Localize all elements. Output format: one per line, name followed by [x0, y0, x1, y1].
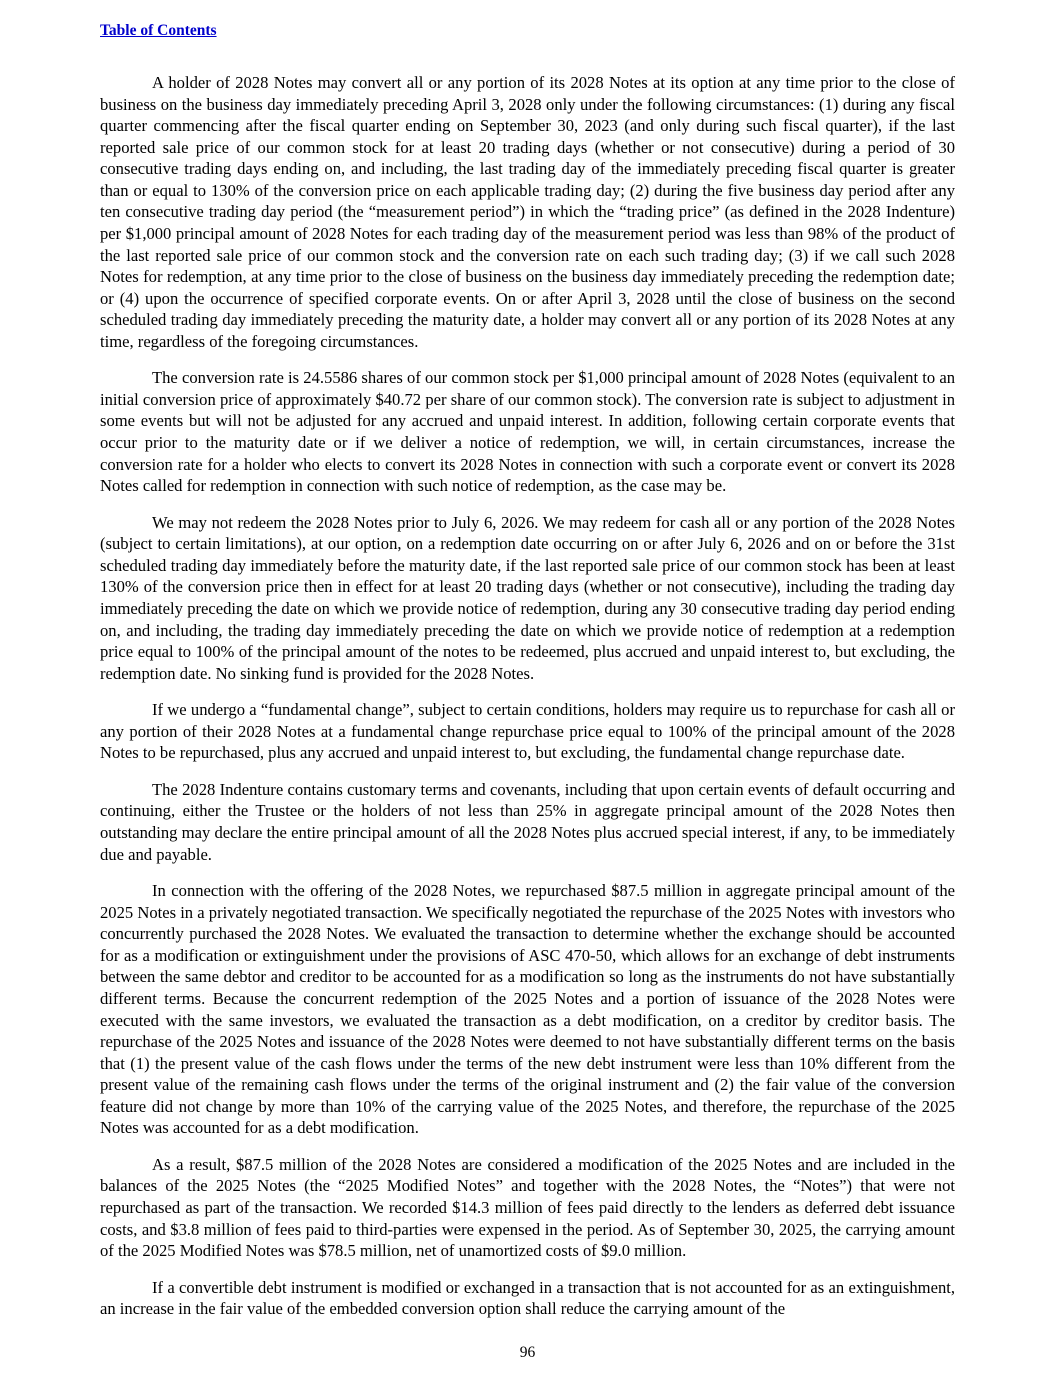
paragraph: In connection with the offering of the 2028 Notes, we repurchased $87.5 million in aggregate principal amount of the 2025 Notes in a privately negotiated transaction. We specifically negotiated the repurchase of the 2025 Notes with investors who concurrently purchased the 2028 Notes. We evaluated the transaction to determine whether the exchange should be accounted for as a modification or extinguishment under the provisions of ASC 470-50, which allows for an exchange of debt instruments between the same debtor and creditor to be accounted for as a modification so long as the instruments do not have substantially different terms. Because the concurrent redemption of the 2025 Notes and a portion of issuance of the 2028 Notes were executed with the same investors, we evaluated the transaction as a debt modification, on a creditor by creditor basis. The repurchase of the 2025 Notes and issuance of the 2028 Notes were deemed to not have substantially different terms on the basis that (1) the present value of the cash flows under the terms of the new debt instrument were less than 10% different from the present value of the remaining cash flows under the terms of the original instrument and (2) the fair value of the conversion feature did not change by more than 10% of the carrying value of the 2025 Notes, and therefore, the repurchase of the 2025 Notes was accounted for as a debt modification. [100, 881, 955, 1138]
paragraph: If a convertible debt instrument is modified or exchanged in a transaction that is not accounted for as an extinguishment, an increase in the fair value of the embedded conversion option shall reduce the carrying amount of the [100, 1277, 955, 1319]
paragraph: The 2028 Indenture contains customary terms and covenants, including that upon certain events of default occurring and continuing, either the Trustee or the holders of not less than 25% in aggregate principal amount of the 2028 Notes then outstanding may declare the entire principal amount of all the 2028 Notes plus accrued special interest, if any, to be immediately due and payable. [100, 779, 955, 864]
paragraph: We may not redeem the 2028 Notes prior to July 6, 2026. We may redeem for cash all or any portion of the 2028 Notes (subject to certain limitations), at our option, on a redemption date occurring on or after July 6, 2026 and on or before the 31st scheduled trading day immediately before the maturity date, if the last reported sale price of our common stock has been at least 130% of the conversion price then in effect for at least 20 trading days (whether or not consecutive), including the trading day immediately preceding the date on which we provide notice of redemption, during any 30 consecutive trading day period ending on, and including, the trading day immediately preceding the date on which we provide notice of redemption at a redemption price equal to 100% of the principal amount of the notes to be redeemed, plus accrued and unpaid interest to, but excluding, the redemption date. No sinking fund is provided for the 2028 Notes. [100, 512, 955, 683]
paragraph: As a result, $87.5 million of the 2028 Notes are considered a modification of the 2025 Notes and are included in the balances of the 2025 Notes (the “2025 Modified Notes” and together with the 2028 Notes, the “Notes”) that were not repurchased as part of the transaction. We recorded $14.3 million of fees paid directly to the lenders as deferred debt issuance costs, and $3.8 million of fees paid to third-parties were expensed in the period. As of September 30, 2025, the carrying amount of the 2025 Modified Notes was $78.5 million, net of unamortized costs of $9.0 million. [100, 1154, 955, 1261]
paragraph: The conversion rate is 24.5586 shares of our common stock per $1,000 principal amount of 2028 Notes (equivalent to an initial conversion price of approximately $40.72 per share of our common stock). The conversion rate is subject to adjustment in some events but will not be adjusted for any accrued and unpaid interest. In addition, following certain corporate events that occur prior to the maturity date or if we deliver a notice of redemption, we will, in certain circumstances, increase the conversion rate for a holder who elects to convert its 2028 Notes in connection with such a corporate event or convert its 2028 Notes called for redemption in connection with such notice of redemption, as the case may be. [100, 368, 955, 496]
paragraph: A holder of 2028 Notes may convert all or any portion of its 2028 Notes at its option at any time prior to the close of business on the business day immediately preceding April 3, 2028 only under the following circumstances: (1) during any fiscal quarter commencing after the fiscal quarter ending on September 30, 2023 (and only during such fiscal quarter), if the last reported sale price of our common stock for at least 20 trading days (whether or not consecutive) during a period of 30 consecutive trading days ending on, and including, the last trading day of the immediately preceding fiscal quarter is greater than or equal to 130% of the conversion price on each applicable trading day; (2) during the five business day period after any ten consecutive trading day period (the “measurement period”) in which the “trading price” (as defined in the 2028 Indenture) per $1,000 principal amount of 2028 Notes for each trading day of the measurement period was less than 98% of the product of the last reported sale price of our common stock and the conversion rate on each such trading day; (3) if we call such 2028 Notes for redemption, at any time prior to the close of business on the business day immediately preceding the redemption date; or (4) upon the occurrence of specified corporate events. On or after April 3, 2028 until the close of business on the second scheduled trading day immediately preceding the maturity date, a holder may convert all or any portion of its 2028 Notes at any time, regardless of the foregoing circumstances. [100, 73, 955, 351]
paragraph: If we undergo a “fundamental change”, subject to certain conditions, holders may require us to repurchase for cash all or any portion of their 2028 Notes at a fundamental change repurchase price equal to 100% of the principal amount of the 2028 Notes to be repurchased, plus any accrued and unpaid interest to, but excluding, the fundamental change repurchase date. [100, 700, 955, 763]
page-number: 96 [519, 1343, 536, 1361]
table-of-contents-link[interactable]: Table of Contents [100, 22, 217, 39]
